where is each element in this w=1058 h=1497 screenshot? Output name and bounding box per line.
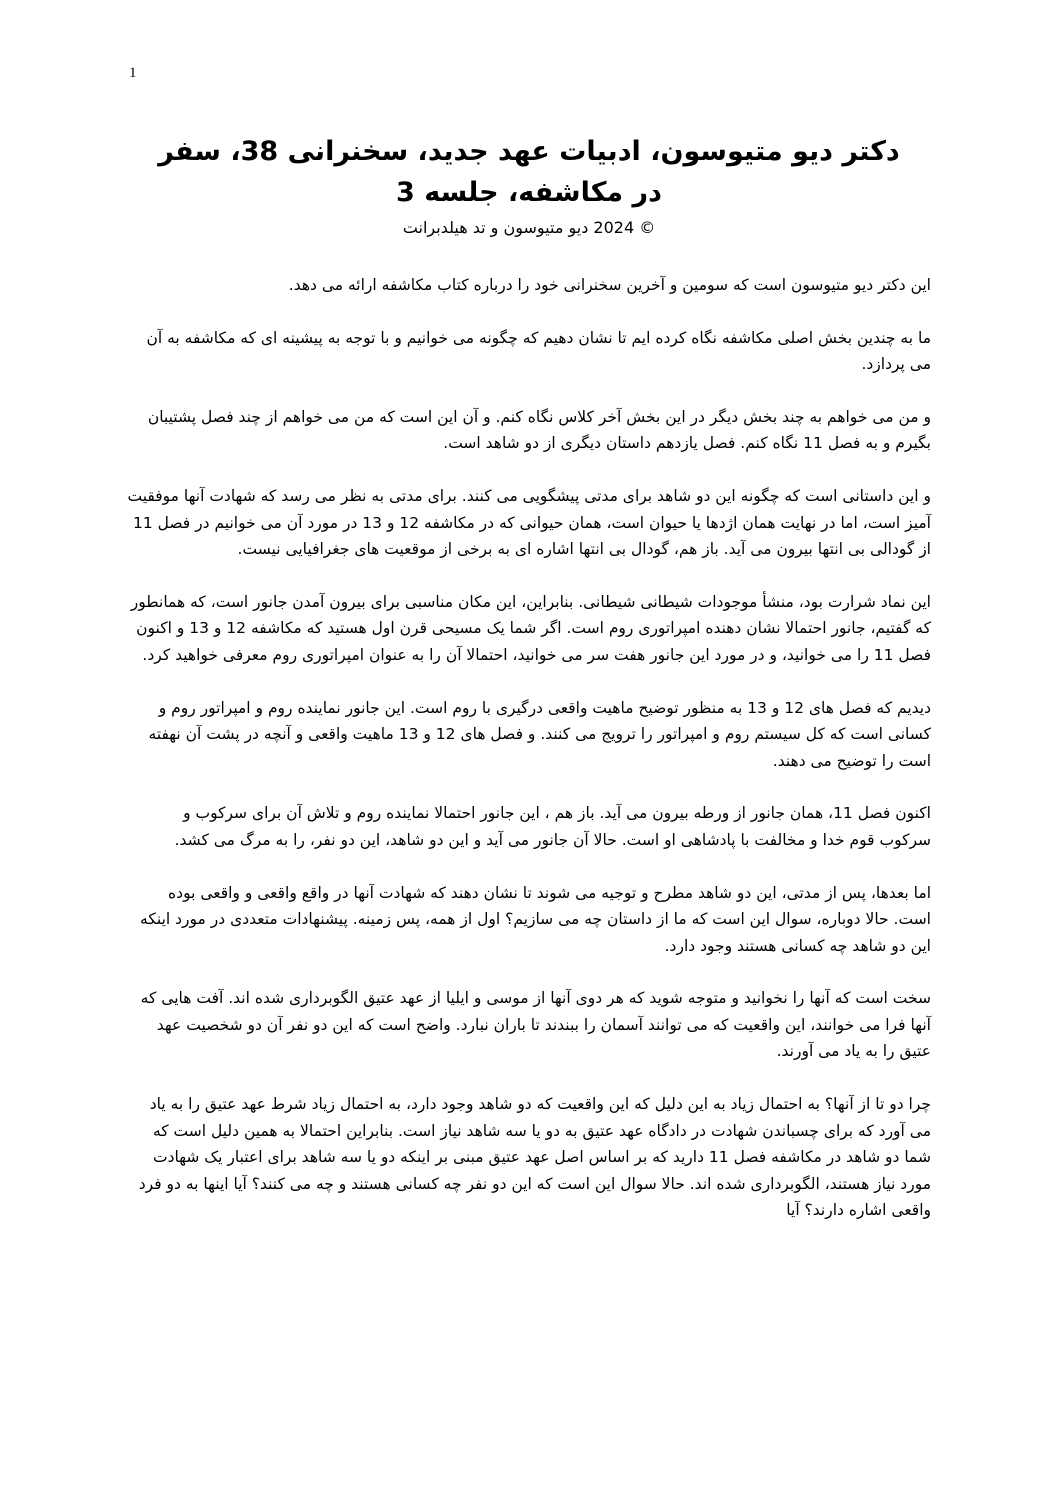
paragraph: سخت است که آنها را نخوانید و متوجه شوید که هر دوی آنها از موسی و ایلیا از عهد عتیق الگوبرداری شده اند. آفت هایی که آنها فرا می خوانند، این واقعیت که می توانند آسمان را ببندند تا باران نبارد. واضح است که این دو نفر آن دو شخصیت عهد عتیق را به یاد می آورند. — [140, 989, 931, 1061]
paragraph: و من می خواهم به چند بخش دیگر در این بخش آخر کلاس نگاه کنم. و آن این است که من می خواهم از چند فصل پشتیبان بگیرم و به فصل 11 نگاه کنم. فصل یازدهم داستان دیگری از دو شاهد است. — [147, 407, 931, 453]
paragraph: اما بعدها، پس از مدتی، این دو شاهد مطرح و توجیه می شوند تا نشان دهند که شهادت آنها در واقع واقعی و واقعی بوده است. حالا دوباره، سوال این است که ما از داستان چه می سازیم؟ اول از همه، پس زمینه. پیشنهادات متعددی در مورد اینکه این دو شاهد چه کسانی هستند وجود دارد. — [140, 883, 931, 955]
paragraph: این نماد شرارت بود، منشأ موجودات شیطانی شیطانی. بنابراین، این مکان مناسبی برای بیرون آمدن جانور است، که همانطور که گفتیم، جانور احتمالا نشان دهنده امپراتوری روم است. اگر شما یک مسیحی قرن اول هستید که مکاشفه 12 و 13 و اکنون فصل 11 را می خوانید، و در مورد این جانور هفت سر می خوانید، احتمالا آن را به عنوان امپراتوری روم معرفی خواهید کرد. — [130, 592, 931, 664]
title-block — [150, 131, 908, 241]
copyright-line: © 2024 دیو متیوسون و تد هیلدبرانت — [402, 218, 656, 237]
page-number: 1 — [129, 65, 137, 81]
document-title: دکتر دیو متیوسون، ادبیات عهد جدید، سخنرانی 38، سفر در مکاشفه، جلسه 3 — [158, 136, 900, 208]
document-body — [127, 272, 931, 1250]
paragraph: دیدیم که فصل های 12 و 13 به منظور توضیح ماهیت واقعی درگیری با روم است. این جانور نماینده روم و امپراتور روم و کسانی است که کل سیستم روم و امپراتور را ترویج می کنند. و فصل های 12 و 13 ماهیت واقعی و آنچه در پشت آن نهفته است را توضیح می دهند. — [148, 698, 931, 770]
paragraph: ما به چندین بخش اصلی مکاشفه نگاه کرده ایم تا نشان دهیم که چگونه می خوانیم و با توجه به پیشینه ای که مکاشفه به آن می پردازد. — [146, 328, 931, 374]
paragraph: این دکتر دیو متیوسون است که سومین و آخرین سخنرانی خود را درباره کتاب مکاشفه ارائه می دهد. — [288, 276, 931, 294]
paragraph: چرا دو تا از آنها؟ به احتمال زیاد به این دلیل که این واقعیت که دو شاهد وجود دارد، به احتمال زیاد شرط عهد عتیق را به یاد می آورد که برای چسباندن شهادت در دادگاه عهد عتیق به دو یا سه شاهد نیاز است. بنابراین احتمالا به همین دلیل است که شما دو شاهد در مکاشفه فصل 11 دارید که بر اساس اصل عهد عتیق مبنی بر اینکه دو یا سه شاهد برای اعتبار یک شهادت مورد نیاز هستند، الگوبرداری شده اند. حالا سوال این است که این دو نفر چه کسانی هستند و چه می کنند؟ آیا اینها به دو فرد واقعی اشاره دارند؟ آیا — [138, 1095, 931, 1220]
paragraph: و این داستانی است که چگونه این دو شاهد برای مدتی پیشگویی می کنند. برای مدتی به نظر می رسد که شهادت آنها موفقیت آمیز است، اما در نهایت همان اژدها یا حیوان است، همان حیوانی که در مکاشفه 12 و 13 در مورد آن می خوانیم در فصل 11 از گودالی بی انتها بیرون می آید. باز هم، گودال بی انتها اشاره ای به برخی از موقعیت های جغرافیایی نیست. — [127, 486, 931, 559]
paragraph: اکنون فصل 11، همان جانور از ورطه بیرون می آید. باز هم ، این جانور احتمالا نماینده روم و تلاش آن برای سرکوب و سرکوب قوم خدا و مخالفت با پادشاهی او است. حالا آن جانور می آید و این دو شاهد، این دو نفر، را به مرگ می کشد. — [174, 804, 931, 849]
